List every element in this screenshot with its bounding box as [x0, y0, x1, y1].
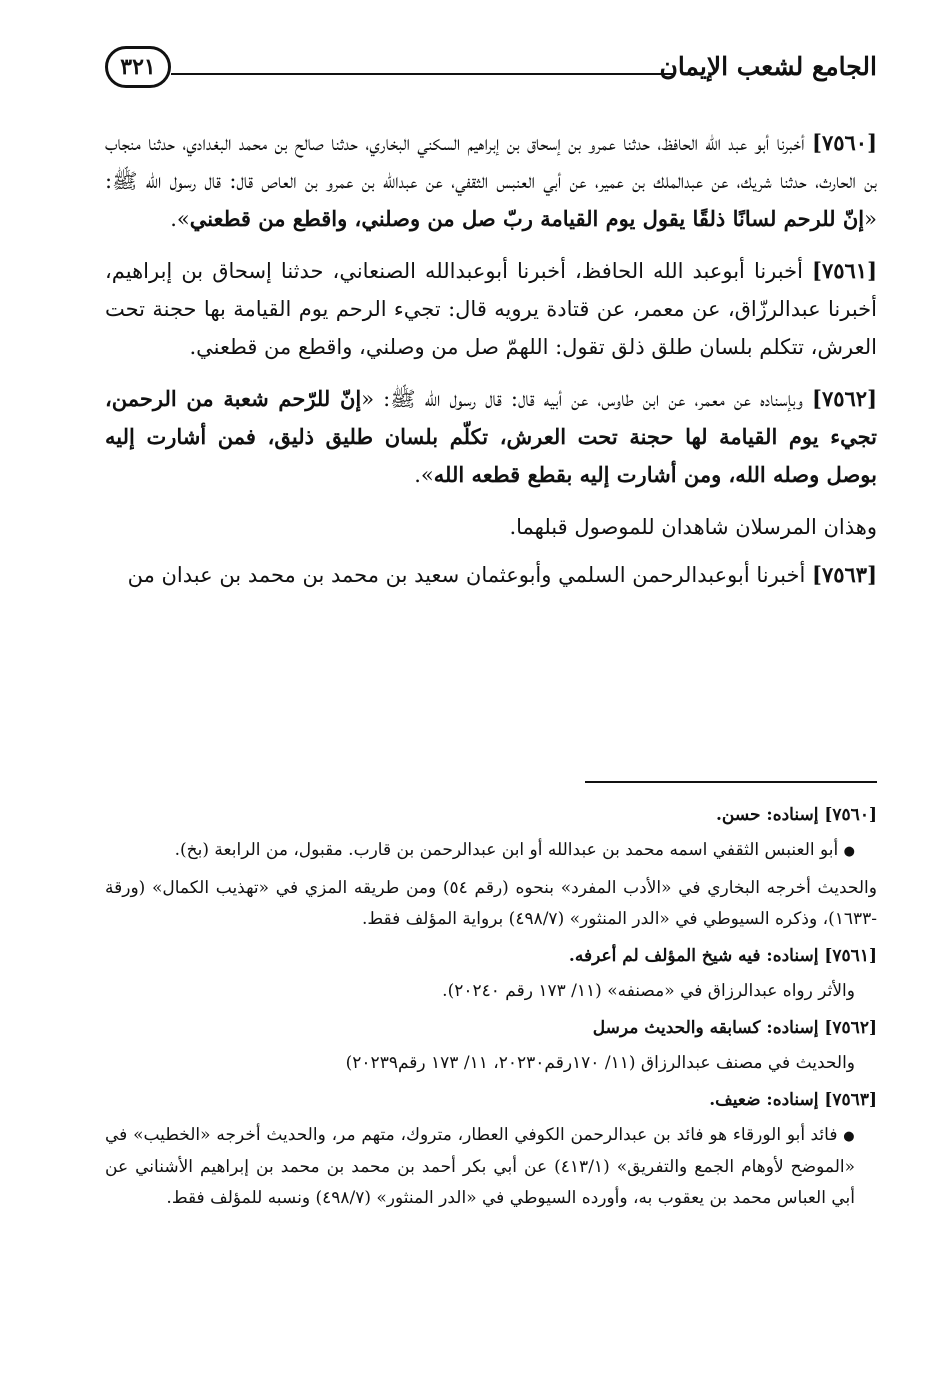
footnote-paragraph	[105, 1120, 877, 1214]
hadith-text: إنّ للرحم لسانًا ذلقًا يقول يوم القيامة ربّ صل من وصلني، واقطع من قطعني	[189, 206, 865, 231]
entry-text: أخبرنا أبوعبدالرحمن السلمي وأبوعثمان سعيد بن محمد بن محمد بن عبدان من	[127, 563, 806, 587]
main-text	[105, 124, 877, 608]
entry-number: [٧٥٦٣]	[812, 562, 877, 587]
entry-7563	[105, 556, 877, 594]
footnote-text: فائد أبو الورقاء هو فائد بن عبدالرحمن الكوفي العطار، متروك، متهم مر، والحديث أخرجه «الخطيب» في «الموضح لأوهام الجمع والتفريق» (٤١٣/١) عن أبي بكر أحمد بن محمد بن محمد بن إبراهيم الأشناني عن أبي العباس محمد بن يعقوب به، وأورده السيوطي في «الدر المنثور» (٤٩٨/٧) ونسبه للمؤلف فقط.	[105, 1125, 855, 1208]
entry-text: أخبرنا أبو عبد الله الحافظ، حدثنا عمرو بن إسحاق بن إبراهيم السكني البخاري، حدثنا صالح بن محمد البغدادي، حدثنا منجاب بن الحارث، حدثنا شريك، عن عبدالملك بن عمير، عن أبي العنبس الثقفي، عن عبدالله بن عمرو بن العاص قال: قال رسول الله ﷺ: «	[105, 131, 877, 231]
footnote-text: أبو العنبس الثقفي اسمه محمد بن عبدالله أو ابن عبدالرحمن بن قارب. مقبول، من الرابعة (بخ).	[174, 840, 839, 860]
bullet-icon: ●	[843, 844, 855, 859]
entry-number: [٧٥٦٢]	[812, 386, 877, 411]
running-title: الجامع لشعب الإيمان	[659, 52, 877, 81]
entry-text: أخبرنا أبوعبد الله الحافظ، أخبرنا أبوعبدالله الصنعاني، حدثنا إسحاق بن إبراهيم، أخبرنا عبدالرزّاق، عن معمر، عن قتادة يرويه قال: تجيء الرحم يوم القيامة بها حجنة تحت العرش، تتكلم بلسان طلق ذلق تقول: اللهمّ صل من وصلني، واقطع من قطعني.	[105, 259, 877, 359]
page-number: ٣٢١	[105, 46, 171, 88]
entry-number: [٧٥٦١]	[812, 258, 877, 283]
footnotes	[105, 800, 877, 1220]
footnote-separator	[585, 781, 877, 783]
page-header	[105, 40, 877, 104]
bullet-icon: ●	[843, 1129, 856, 1144]
entry-7560	[105, 124, 877, 238]
footnote-head-7562: [٧٥٦٢] إسناده: كسابقه والحديث مرسل	[592, 1018, 877, 1038]
entry-tail: ».	[170, 207, 190, 231]
footnote-head-7563: [٧٥٦٣] إسناده: ضعيف.	[709, 1090, 877, 1110]
hadith-text: إنّ للرّحم شعبة من الرحمن، تجيء يوم القيامة لها حجنة تحت العرش، تكلّم بلسان طليق ذليق، فمن أشارت إليه بوصل وصله الله، ومن أشارت إليه بقطع قطعه الله	[105, 386, 877, 487]
footnote-paragraph: والحديث أخرجه البخاري في «الأدب المفرد» بنحوه (رقم ٥٤) ومن طريقه المزي في «تهذيب الكمال» (ورقة -١٦٣٣)، وذكره السيوطي في «الدر المنثور» (٤٩٨/٧) برواية المؤلف فقط.	[105, 878, 877, 929]
footnote-paragraph: والحديث في مصنف عبدالرزاق (١١/ ١٧٠رقم٢٠٢٣٠، ١١/ ١٧٣ رقم٢٠٢٣٩)	[345, 1053, 855, 1073]
entry-7562	[105, 380, 877, 494]
entry-7561	[105, 252, 877, 366]
commentary-line: وهذان المرسلان شاهدان للموصول قبلهما.	[509, 515, 877, 539]
footnote-paragraph	[105, 835, 877, 867]
footnote-head-7560: [٧٥٦٠] إسناده: حسن.	[715, 805, 877, 825]
entry-number: [٧٥٦٠]	[812, 130, 877, 155]
entry-text: وبإسناده عن معمر، عن ابن طاوس، عن أبيه قال: قال رسول الله ﷺ: «	[361, 387, 803, 411]
footnote-paragraph: والأثر رواه عبدالرزاق في «مصنفه» (١١/ ١٧٣ رقم ٢٠٢٤٠).	[442, 981, 855, 1001]
entry-tail: ».	[414, 463, 434, 487]
footnote-head-7561: [٧٥٦١] إسناده: فيه شيخ المؤلف لم أعرفه.	[568, 946, 877, 966]
header-rule	[171, 73, 675, 75]
